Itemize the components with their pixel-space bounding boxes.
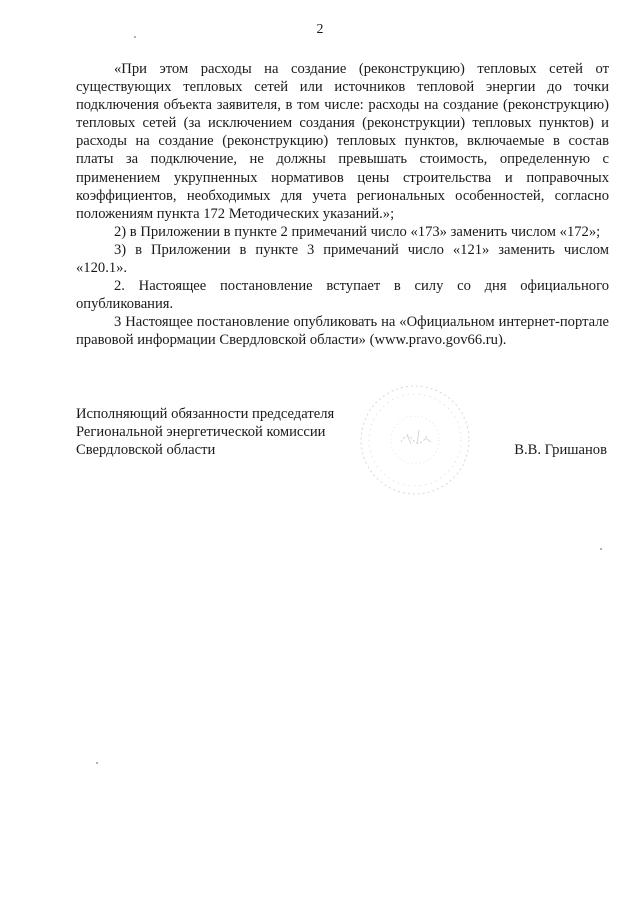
paragraph-effective-date: 2. Настоящее постановление вступает в силу со дня официального опубликования. [76, 278, 609, 313]
scan-speck [96, 762, 98, 764]
signer-title-line-1: Исполняющий обязанности председателя [76, 406, 335, 422]
signer-title-line-2: Региональной энергетической комиссии [76, 424, 326, 441]
paragraph-item-2: 2) в Приложении в пункте 2 примечаний число «173» заменить числом «172»; [114, 223, 601, 240]
paragraph-item-3: 3) в Приложении в пункте 3 примечаний число «121» заменить числом «120.1». [76, 241, 609, 277]
signer-title-line-3: Свердловской области [76, 442, 216, 459]
page-number: 2 [316, 22, 324, 37]
paragraph-publication: 3 Настоящее постановление опубликовать на «Официальном интернет-портале правовой информации Свердловской области» (www.pravo.gov66.ru). [76, 314, 609, 349]
signer-name: В.В. Гришанов [514, 442, 607, 458]
paragraph-amendment-text: «При этом расходы на создание (реконструкцию) тепловых сетей от существующих тепловых сетей или источников тепловой энергии до точки подключения объекта заявителя, в том числе: расходы на создание (реконструкцию) тепловых сетей (за исключением создания (реконструкции) тепловых пунктов) и расходы на создание (реконструкцию) тепловых пунктов, включаемые в состав платы за подключение, не должны превышать стоимость, определенную с применением укрупненных нормативов цены строительства и поправочных коэффициентов, необходимых для учета региональных особенностей, согласно положениям пункта 172 Методических указаний.»; [76, 61, 609, 222]
scan-speck [600, 548, 602, 550]
scan-speck [134, 36, 136, 38]
document-body [76, 60, 609, 350]
official-seal-icon [355, 380, 475, 500]
